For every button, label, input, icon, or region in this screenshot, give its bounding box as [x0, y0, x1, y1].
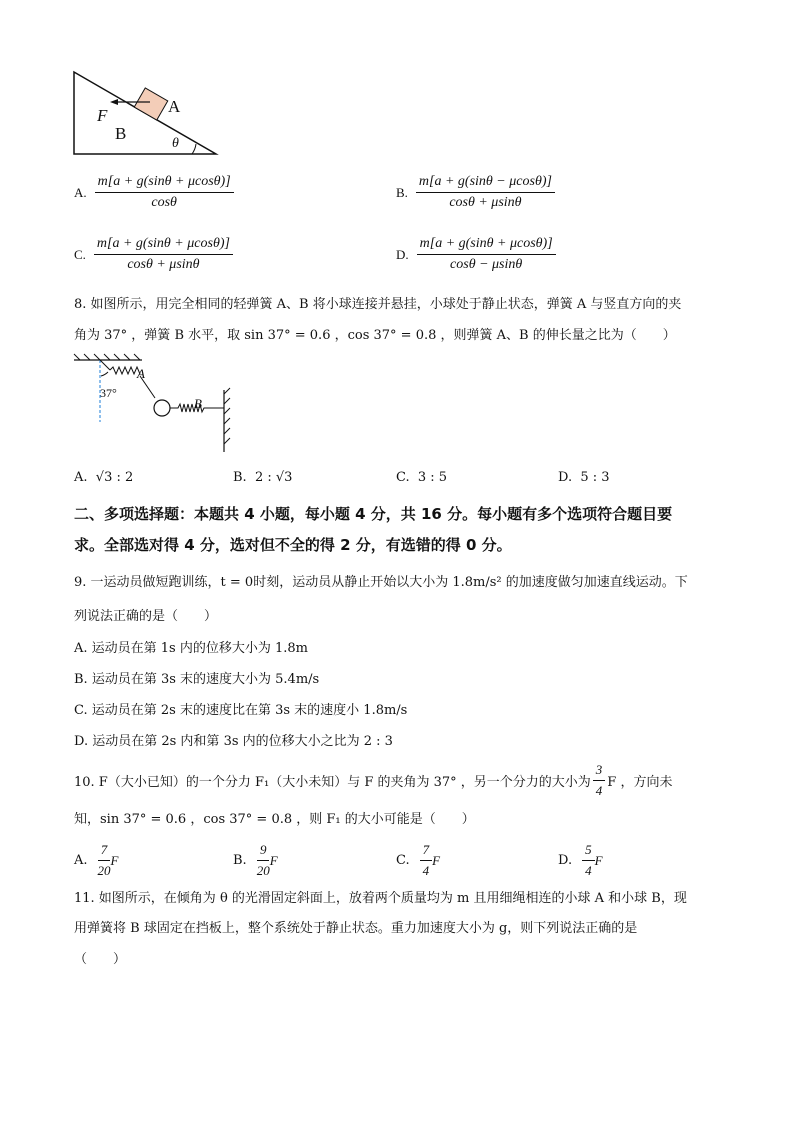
- q9-option-d[interactable]: D. 运动员在第 2s 内和第 3s 内的位移大小之比为 2 : 3: [74, 734, 393, 749]
- option-suffix: F: [110, 852, 119, 868]
- option-numerator: m[a + g(sinθ − μcosθ)]: [416, 174, 555, 193]
- fig1-label-a: A: [168, 97, 181, 116]
- option-denominator: cosθ: [151, 195, 177, 210]
- option-letter: A.: [74, 470, 88, 485]
- option-denominator: 4: [422, 863, 430, 878]
- option-letter: A.: [74, 853, 88, 868]
- option-denominator: 20: [97, 863, 111, 878]
- q9-option-b[interactable]: B. 运动员在第 3s 末的速度大小为 5.4m/s: [74, 672, 320, 687]
- q8-line-2: 角为 37° ，弹簧 B 水平，取 sin 37° = 0.6 ，cos 37° = 0.8 ，则弹簧 A、B 的伸长量之比为（ ）: [74, 328, 676, 343]
- option-letter: B.: [233, 853, 247, 868]
- option-denominator: cosθ + μsinθ: [127, 257, 200, 272]
- option-suffix: F: [269, 852, 278, 868]
- q9-line-2: 列说法正确的是（ ）: [74, 609, 218, 624]
- option-numerator: 9: [257, 842, 270, 861]
- q8-option-c[interactable]: [396, 469, 447, 487]
- option-letter: C.: [396, 853, 410, 868]
- q10-line-2: 知，sin 37° = 0.6 ，cos 37° = 0.8 ，则 F₁ 的大小可能是（ ）: [74, 812, 475, 827]
- q10-option-b[interactable]: [233, 842, 278, 879]
- q10-frac-den: 4: [595, 782, 603, 798]
- q10-line-1-end: F ，方向未: [607, 774, 673, 790]
- option-letter: D.: [396, 246, 409, 262]
- q11-line-2: 用弹簧将 B 球固定在挡板上，整个系统处于静止状态。重力加速度大小为 g，则下列说法正确的是: [74, 921, 638, 936]
- option-denominator: 20: [256, 863, 270, 878]
- option-letter: B.: [396, 184, 408, 200]
- option-denominator: 4: [585, 863, 592, 878]
- option-numerator: 7: [98, 842, 111, 861]
- option-letter: C.: [396, 470, 410, 485]
- q7-option-d[interactable]: [396, 236, 556, 273]
- option-numerator: 5: [582, 842, 595, 861]
- option-suffix: F: [594, 852, 603, 868]
- q9-option-c[interactable]: C. 运动员在第 2s 末的速度比在第 3s 末的速度小 1.8m/s: [74, 703, 408, 718]
- fig1-label-f: F: [97, 106, 108, 125]
- q8-line-1: 8. 如图所示，用完全相同的轻弹簧 A、B 将小球连接并悬挂，小球处于静止状态，弹簧 A 与竖直方向的夹: [74, 297, 682, 312]
- q9-option-a[interactable]: A. 运动员在第 1s 内的位移大小为 1.8m: [74, 641, 308, 656]
- option-text: 2 : √3: [254, 470, 293, 485]
- fig1-label-b: B: [115, 124, 127, 143]
- section-heading-line-2: 求。全部选对得 4 分，选对但不全的得 2 分，有选错的得 0 分。: [74, 536, 512, 554]
- q10-line-1: [74, 760, 672, 800]
- option-letter: B.: [233, 470, 247, 485]
- option-numerator: m[a + g(sinθ + μcosθ)]: [417, 236, 556, 255]
- q8-option-b[interactable]: [233, 469, 292, 487]
- option-text: 3 : 5: [417, 470, 448, 485]
- spring-figure: [72, 352, 242, 454]
- q7-option-c[interactable]: [74, 236, 233, 273]
- q10-frac-num: 3: [593, 762, 606, 781]
- fig2-label-a: A: [137, 366, 145, 381]
- option-letter: D.: [558, 470, 573, 485]
- q7-option-b[interactable]: [396, 174, 555, 211]
- option-letter: D.: [558, 853, 573, 868]
- q9-line-1: 9. 一运动员做短跑训练，t = 0时刻，运动员从静止开始以大小为 1.8m/s² 的加速度做匀加速直线运动。下: [74, 575, 688, 590]
- option-denominator: cosθ − μsinθ: [450, 257, 523, 272]
- option-numerator: m[a + g(sinθ + μcosθ)]: [95, 174, 234, 193]
- q10-option-a[interactable]: [74, 842, 118, 879]
- fig2-label-b: B: [194, 396, 202, 411]
- option-letter: C.: [74, 246, 86, 262]
- option-suffix: F: [432, 852, 441, 868]
- fig1-label-theta: θ: [172, 136, 179, 151]
- option-letter: A.: [74, 184, 87, 200]
- option-text: 5 : 3: [580, 470, 610, 485]
- q8-option-a[interactable]: [74, 469, 133, 487]
- q11-line-3: （ ）: [74, 952, 127, 967]
- option-numerator: 7: [420, 842, 433, 861]
- option-denominator: cosθ + μsinθ: [449, 195, 522, 210]
- fig2-angle-label: 37°: [100, 386, 117, 400]
- option-numerator: m[a + g(sinθ + μcosθ)]: [94, 236, 233, 255]
- q8-option-d[interactable]: [558, 469, 610, 487]
- q7-option-a[interactable]: [74, 174, 234, 211]
- q10-option-c[interactable]: [396, 842, 440, 879]
- q11-line-1: 11. 如图所示，在倾角为 θ 的光滑固定斜面上，放着两个质量均为 m 且用细绳相连的小球 A 和小球 B，现: [74, 891, 687, 906]
- option-text: √3 : 2: [95, 470, 134, 485]
- q10-option-d[interactable]: [558, 842, 603, 879]
- q10-line-1-start: 10. F（大小已知）的一个分力 F₁（大小未知）与 F 的夹角为 37° ，另一个分力的大小为: [74, 774, 591, 790]
- incline-figure: [66, 66, 226, 161]
- section-heading-line-1: 二、多项选择题：本题共 4 小题，每小题 4 分，共 16 分。每小题有多个选项符合题目要: [74, 505, 673, 523]
